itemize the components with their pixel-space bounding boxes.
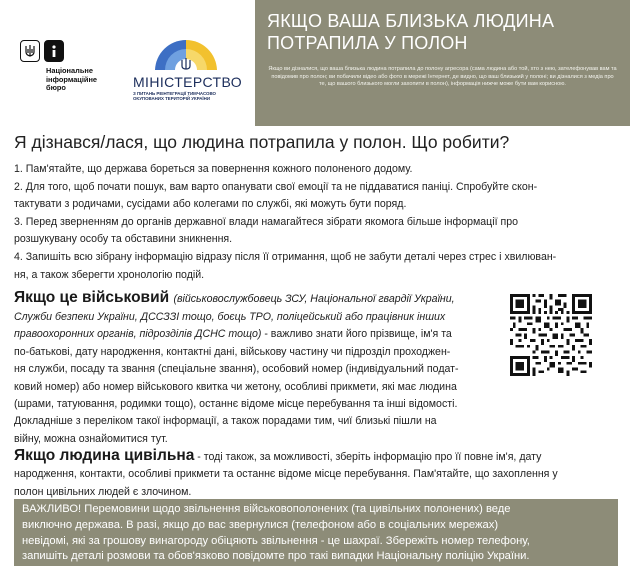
banner-title (267, 10, 618, 54)
nib-logo-text: бюро (46, 83, 66, 93)
ministry-emblem-icon (151, 36, 221, 72)
civilian-line (14, 447, 618, 466)
section-question: Я дізнався/лася, що людина потрапила у полон. Що робити? (14, 132, 510, 152)
warning-line: запишіть деталі розмови та обов'язково повідомте про такі випадки Національну поліцію України. (22, 550, 530, 563)
step-line: тактувати з родичами, сусідами або колегами по службі, які можуть бути поряд. (14, 198, 407, 211)
step-line: 3. Перед зверненням до органів державної влади намагайтеся зібрати якомога більше інформації про (14, 215, 518, 228)
military-line: війну, можна ознайомитися тут. (14, 432, 168, 445)
step-line: 4. Запишіть всю зібрану інформацію відразу після її отримання, щоб не забути деталі через стрес і хвилюван- (14, 250, 557, 263)
civilian-section (14, 447, 618, 501)
civilian-line: народження, контакти, особливі прикмети та останнє відоме місце перебування. Пам'ятайте, що захоплення у (14, 468, 558, 481)
ministry-subtitle: З ПИТАНЬ РЕІНТЕГРАЦІЇ ТИМЧАСОВО ОКУПОВАНИХ ТЕРИТОРІЙ УКРАЇНИ (133, 91, 216, 101)
title-banner (255, 0, 630, 126)
military-heading: Якщо це військовий (14, 289, 170, 306)
ministry-title: МІНІСТЕРСТВО (133, 74, 243, 90)
step-line: 1. Пам'ятайте, що держава бореться за повернення кожного полоненого додому. (14, 163, 413, 175)
military-heading-line (14, 288, 504, 309)
military-line (14, 326, 504, 343)
nib-logo (20, 40, 120, 93)
military-text: - важливо знати його прізвище, ім'я та (261, 328, 452, 341)
military-line: ня служби, посаду та звання (спеціальне звання), особовий номер (індивідуальний подат- (14, 363, 459, 376)
military-line: Докладніше з переліком такої інформації, а також порадами тим, чиї близькі пішли на (14, 415, 437, 428)
military-section (14, 288, 504, 448)
military-note: правоохоронних органів, підрозділів ДСНС тощо) (14, 328, 262, 341)
warning-line: виключно держава. В разі, якщо до вас звернулися (телефоном або в соціальних мережах) (22, 518, 499, 531)
military-line: по-батькові, дату народження, контактні дані, військову частину чи підрозділ проходжен- (14, 345, 451, 358)
warning-line: ВАЖЛИВО! Перемовини щодо звільнення військовополонених (та цивільних полонених) веде (22, 503, 511, 515)
civilian-heading: Якщо людина цивільна (14, 447, 195, 464)
step-line: 2. Для того, щоб почати пошук, вам варто опанувати свої емоції та не піддаватися паніці. Спробуйте скон- (14, 180, 538, 193)
civilian-line: полон цивільних людей є злочином. (14, 485, 192, 498)
steps-list (14, 161, 618, 284)
step-line: ня, а також зберегти хронологію подій. (14, 268, 205, 281)
main-section (14, 131, 618, 284)
step-line: розшукувану особу та обставини зникнення. (14, 233, 233, 246)
nib-logo-text: Національне (46, 66, 93, 75)
military-line: (шрами, татуювання, родимки тощо), останнє відоме місце перебування та інші відомості. (14, 398, 458, 411)
military-note: Служби безпеки України, ДССЗЗІ тощо, боєць ТРО, поліцейський або працівник інших (14, 311, 446, 323)
warning-line: невідомі, які за грошову винагороду обіцяють звільнення - це шахраї. Збережіть номер телефону, (22, 534, 530, 547)
banner-title-line: ПОТРАПИЛА У ПОЛОН (267, 33, 468, 53)
banner-title-line: ЯКЩО ВАША БЛИЗЬКА ЛЮДИНА (267, 11, 555, 31)
info-icon (44, 40, 64, 62)
military-note: (військовослужбовець ЗСУ, Національної гвардії України, (173, 293, 455, 305)
qr-code[interactable] (510, 294, 592, 376)
warning-box (14, 499, 618, 566)
nib-logo-text: інформаційне (46, 74, 98, 84)
trident-icon (20, 40, 40, 62)
military-line: ковий номер) або номер військового квитка чи жетону, особливі прикмети, які має людина (14, 380, 457, 393)
banner-intro-text: Якщо ви дізналися, що ваша близька людина потрапила до полону агресора (сама людина або той, хто з нею, зателефонував вам та повідомив про полон; ви побачили відео або фото в мережі Інтернет, де видно, що ваш близький у полоні; ви дізналися з медіа про те, що вашого близького могли захопити в полон), інформація нижче може бути вам корисною. (268, 66, 617, 88)
header (0, 0, 630, 126)
ministry-logo (133, 36, 245, 101)
civilian-text: - тоді також, за можливості, зберіть інформацію про її повне ім'я, дату (194, 451, 542, 463)
